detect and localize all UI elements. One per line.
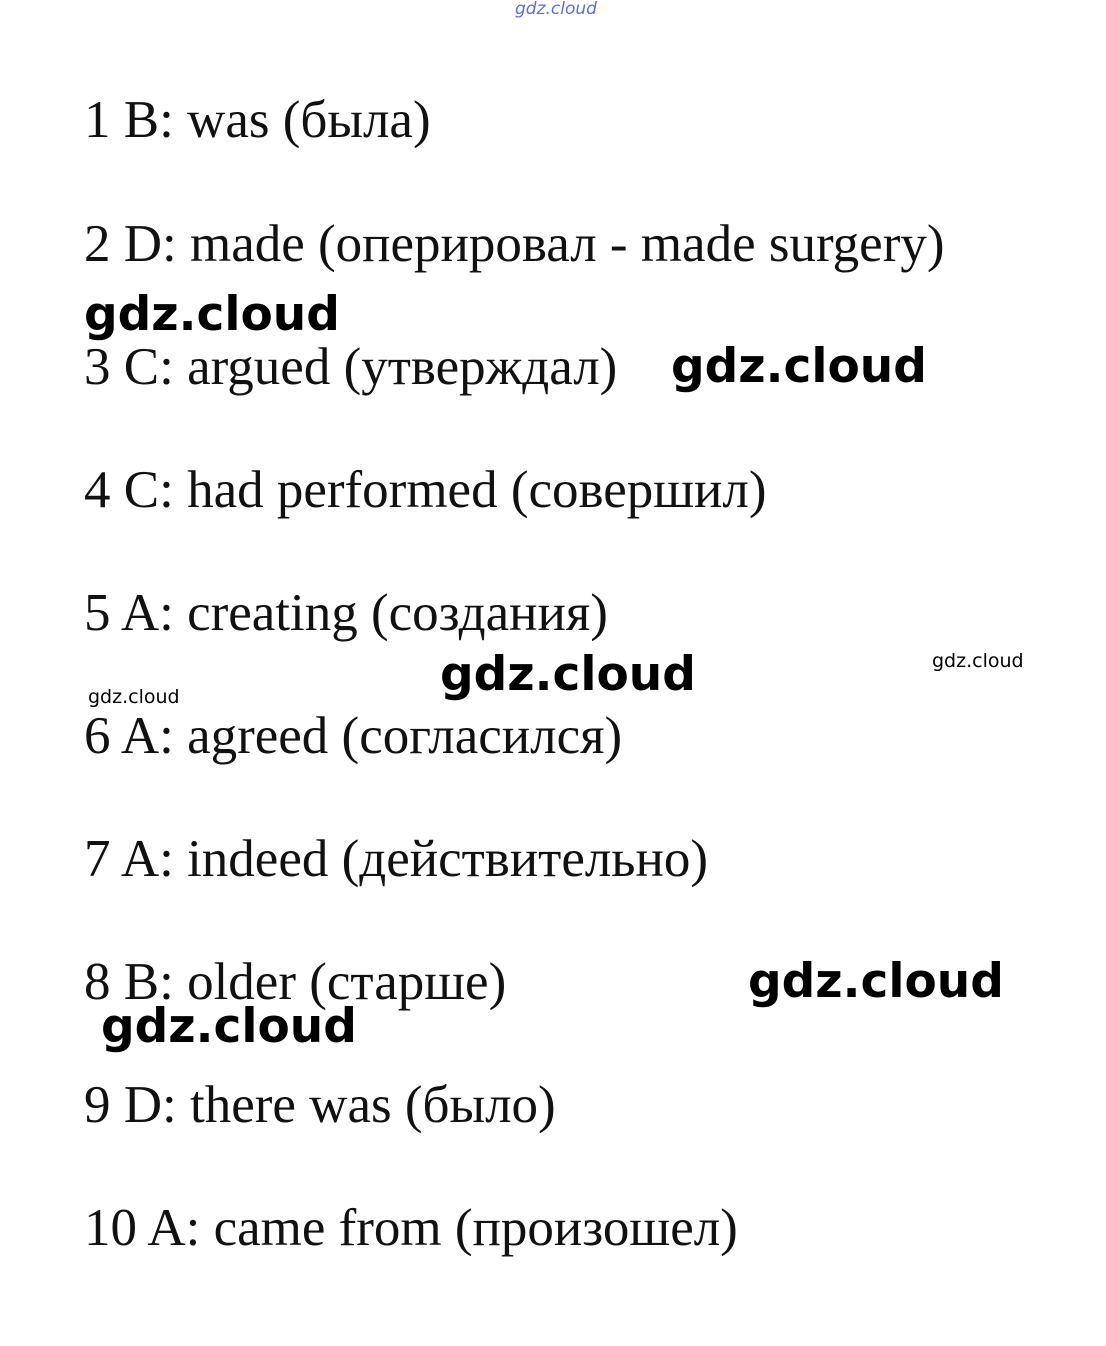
answer-3: 3 C: argued (утверждал) bbox=[84, 338, 618, 396]
watermark: gdz.cloud bbox=[440, 647, 696, 702]
watermark: gdz.cloud bbox=[748, 954, 1004, 1009]
watermark: gdz.cloud bbox=[101, 999, 357, 1054]
watermark: gdz.cloud bbox=[88, 686, 180, 708]
watermark-top: gdz.cloud bbox=[515, 0, 597, 19]
answer-6: 6 A: agreed (согласился) bbox=[84, 707, 623, 765]
answer-7: 7 A: indeed (действительно) bbox=[84, 830, 708, 888]
watermark: gdz.cloud bbox=[84, 287, 340, 342]
answer-2: 2 D: made (оперировал - made surgery) bbox=[84, 215, 945, 273]
answer-10: 10 A: came from (произошел) bbox=[84, 1199, 738, 1257]
answer-1: 1 B: was (была) bbox=[84, 91, 431, 149]
answer-4: 4 C: had performed (совершил) bbox=[84, 461, 767, 519]
watermark: gdz.cloud bbox=[671, 339, 927, 394]
watermark: gdz.cloud bbox=[932, 650, 1024, 672]
answer-5: 5 A: creating (создания) bbox=[84, 584, 608, 642]
answer-9: 9 D: there was (было) bbox=[84, 1076, 556, 1134]
answer-8: 8 B: older (старше) bbox=[84, 953, 507, 1011]
